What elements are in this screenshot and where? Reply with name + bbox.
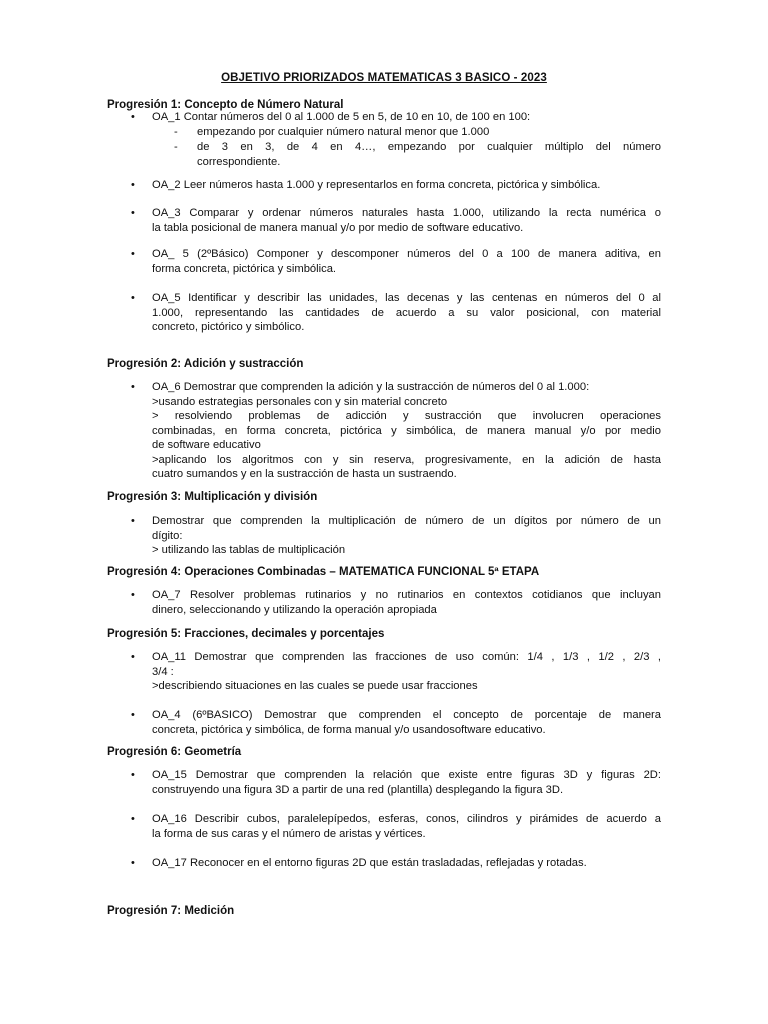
objective-item <box>152 206 661 235</box>
document-title: OBJETIVO PRIORIZADOS MATEMATICAS 3 BASICO - 2023 <box>221 72 547 84</box>
bullet-icon: • <box>131 709 135 721</box>
objective-line: cuatro sumandos y en la sustracción de hasta un sustraendo. <box>152 468 457 480</box>
objective-line: OA_1 Contar números del 0 al 1.000 de 5 en 5, de 10 en 10, de 100 en 100: <box>152 111 531 123</box>
bullet-icon: • <box>131 651 135 663</box>
bullet-icon: • <box>131 179 135 191</box>
objective-line: > utilizando las tablas de multiplicación <box>152 544 346 556</box>
objective-line: dinero, seleccionando y utilizando la operación apropiada <box>152 603 437 616</box>
objective-item <box>152 812 661 841</box>
bullet-icon: • <box>131 813 135 825</box>
objective-line: combinadas, en forma concreta, pictórica y simbólica, de manera manual y/o por medio <box>152 424 661 437</box>
objective-line: OA_11 Demostrar que comprenden las fracciones de uso común: 1/4 , 1/3 , 1/2 , 2/3 , <box>152 651 661 663</box>
sub-item-line: empezando por cualquier número natural menor que 1.000 <box>197 126 490 138</box>
objective-line: concreta, pictórica y simbólica, de forma manual y/o usandosoftware educativo. <box>152 723 546 736</box>
objective-line: >describiendo situaciones en las cuales se puede usar fracciones <box>152 680 478 692</box>
sub-item <box>197 125 661 140</box>
objective-line: 3/4 : <box>152 665 174 678</box>
objective-line: >usando estrategias personales con y sin material concreto <box>152 395 448 408</box>
objective-line: concreto, pictórico y simbólico. <box>152 321 305 333</box>
objective-line: OA_5 Identificar y describir las unidades, las decenas y las centenas en números del 0 al <box>152 292 661 304</box>
objective-item <box>152 708 661 737</box>
sub-item-line: correspondiente. <box>197 155 281 168</box>
objective-item <box>152 291 661 335</box>
section-heading: Progresión 6: Geometría <box>107 746 242 758</box>
section-heading: Progresión 5: Fracciones, decimales y porcentajes <box>107 628 385 640</box>
objective-item <box>152 247 661 276</box>
objective-line: OA_15 Demostrar que comprenden la relación que existe entre figuras 3D y figuras 2D: <box>152 769 661 781</box>
bullet-icon: • <box>131 381 135 393</box>
objective-line: OA_4 (6ºBASICO) Demostrar que comprenden el concepto de porcentaje de manera <box>152 709 661 721</box>
section-heading: Progresión 1: Concepto de Número Natural <box>107 99 344 111</box>
bullet-icon: • <box>131 207 135 219</box>
bullet-icon: • <box>131 515 135 527</box>
bullet-icon: • <box>131 111 135 123</box>
objective-line: forma concreta, pictórica y simbólica. <box>152 262 337 275</box>
section-heading: Progresión 7: Medición <box>107 905 235 917</box>
objective-line: OA_2 Leer números hasta 1.000 y representarlos en forma concreta, pictórica y simbólica. <box>152 179 601 191</box>
objective-line: la tabla posicional de manera manual y/o por medio de software educativo. <box>152 221 524 234</box>
objective-line: de software educativo <box>152 439 261 451</box>
objective-item <box>152 178 661 193</box>
objective-line: OA_6 Demostrar que comprenden la adición y la sustracción de números del 0 al 1.000: <box>152 381 590 393</box>
sub-item <box>197 140 661 169</box>
objective-item <box>152 514 661 558</box>
objective-item <box>152 856 661 871</box>
bullet-icon: • <box>131 292 135 304</box>
section-heading: Progresión 4: Operaciones Combinadas – MATEMATICA FUNCIONAL 5ª ETAPA <box>107 566 540 578</box>
objective-line: la forma de sus caras y el número de aristas y vértices. <box>152 827 426 840</box>
dash-marker: - <box>174 141 178 153</box>
objective-line: > resolviendo problemas de adicción y sustracción que involucren operaciones <box>152 410 661 422</box>
objective-item <box>152 650 661 694</box>
objective-line: construyendo una figura 3D a partir de una red (plantilla) desplegando la figura 3D. <box>152 783 564 796</box>
objective-item <box>152 380 661 482</box>
section-heading: Progresión 3: Multiplicación y división <box>107 491 318 503</box>
dash-marker: - <box>174 126 178 138</box>
bullet-icon: • <box>131 248 135 260</box>
section-heading: Progresión 2: Adición y sustracción <box>107 358 304 370</box>
objective-item <box>152 110 661 125</box>
objective-line: 1.000, representando las cantidades de acuerdo a su valor posicional, con material <box>152 306 661 319</box>
objective-line: OA_7 Resolver problemas rutinarios y no rutinarios en contextos cotidianos que incluyan <box>152 589 661 601</box>
objective-item <box>152 588 661 617</box>
objective-line: dígito: <box>152 529 183 542</box>
objective-item <box>152 768 661 797</box>
bullet-icon: • <box>131 769 135 781</box>
objective-line: OA_3 Comparar y ordenar números naturales hasta 1.000, utilizando la recta numérica o <box>152 207 661 219</box>
objective-line: OA_16 Describir cubos, paralelepípedos, esferas, conos, cilindros y pirámides de acuerdo a <box>152 813 661 825</box>
sub-item-line: de 3 en 3, de 4 en 4…, empezando por cualquier múltiplo del número <box>197 141 661 153</box>
bullet-icon: • <box>131 589 135 601</box>
objective-line: Demostrar que comprenden la multiplicación de número de un dígitos por número de un <box>152 515 661 527</box>
objective-line: OA_ 5 (2ºBásico) Componer y descomponer números del 0 a 100 de manera aditiva, en <box>152 248 661 260</box>
bullet-icon: • <box>131 857 135 869</box>
objective-line: >aplicando los algoritmos con y sin reserva, progresivamente, en la adición de hasta <box>152 453 661 466</box>
objective-line: OA_17 Reconocer en el entorno figuras 2D que están trasladadas, reflejadas y rotadas. <box>152 857 587 869</box>
